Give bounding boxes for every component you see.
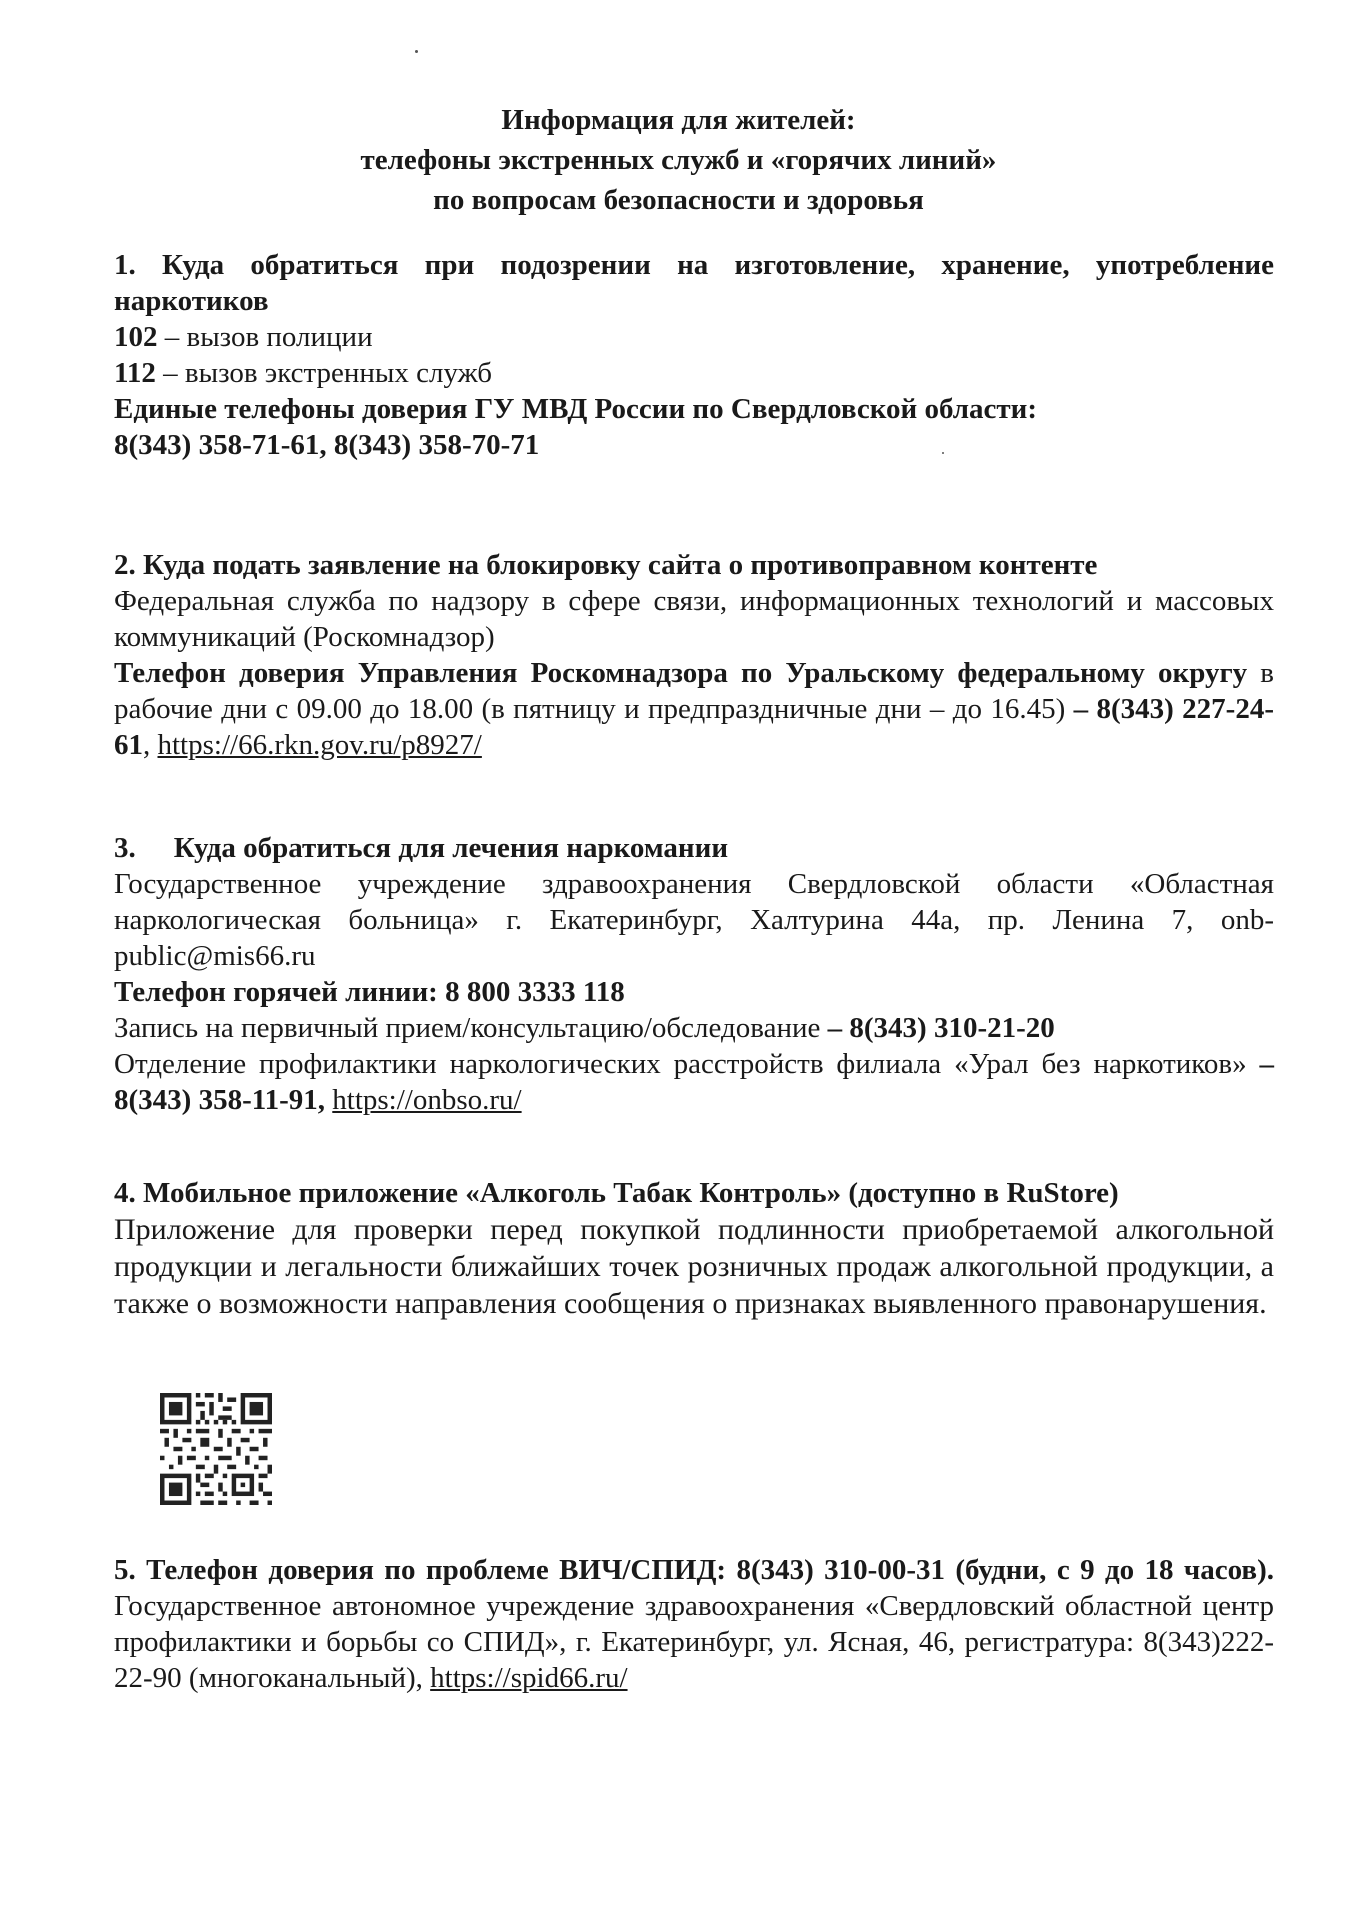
rkn-org: Федеральная служба по надзору в сфере связи, информационных технологий и массовых коммуникаций (Роскомнадзор) [114, 585, 1274, 653]
title-line-2: телефоны экстренных служб и «горячих линий» [360, 144, 997, 176]
app-description: Приложение для проверки перед покупкой подлинности приобретаемой алкогольной продукции и легальности ближайших точек розничных продаж алкогольной продукции, а также о возможности направления сообщения о признаках выявленного правонарушения. [114, 1213, 1274, 1320]
section-site-blocking [114, 547, 1274, 763]
section-1-heading: 1. Куда обратиться при подозрении на изготовление, хранение, употребление наркотиков [114, 249, 1274, 317]
hotline-phone: Телефон горячей линии: 8 800 3333 118 [114, 976, 625, 1008]
section-treatment [114, 830, 1274, 1118]
spid-link[interactable]: https://spid66.ru/ [430, 1662, 628, 1694]
appointment-line: Запись на первичный прием/консультацию/обследование – 8(343) 310-21-20 [114, 1012, 1055, 1044]
section-hiv [114, 1552, 1274, 1696]
title-line-3: по вопросам безопасности и здоровья [433, 184, 924, 216]
scan-speck [415, 50, 418, 53]
hiv-paragraph: 5. Телефон доверия по проблеме ВИЧ/СПИД: 8(343) 310-00-31 (будни, с 9 до 18 часов). Государственное автономное учреждение здравоохранения «Свердловский областной центр профилактики и борьбы со СПИД», г. Екатеринбург, ул. Ясная, 46, регистратура: 8(343)222-22-90 (многоканальный), https://spid66.ru/ [114, 1554, 1274, 1694]
mvd-trust-phones: 8(343) 358-71-61, 8(343) 358-70-71 [114, 429, 540, 461]
onbso-link[interactable]: https://onbso.ru/ [332, 1084, 522, 1116]
hospital-org: Государственное учреждение здравоохранения Свердловской области «Областная наркологическая больница» г. Екатеринбург, Халтурина 44а, пр. Ленина 7, onb-public@mis66.ru [114, 868, 1274, 972]
mvd-trust-title: Единые телефоны доверия ГУ МВД России по Свердловской области: [114, 393, 1038, 425]
section-4-heading: 4. Мобильное приложение «Алкоголь Табак Контроль» (доступно в RuStore) [114, 1177, 1119, 1209]
title-line-1: Информация для жителей: [501, 104, 856, 136]
section-3-heading: 3. Куда обратиться для лечения наркомании [114, 832, 729, 864]
section-mobile-app [114, 1175, 1274, 1322]
rkn-link[interactable]: https://66.rkn.gov.ru/p8927/ [157, 729, 482, 761]
section-5-heading: 5. Телефон доверия по проблеме ВИЧ/СПИД: 8(343) 310-00-31 (будни, с 9 до 18 часов). [114, 1554, 1274, 1586]
prevention-dept: Отделение профилактики наркологических расстройств филиала «Урал без наркотиков» – 8(343) 358-11-91, https://onbso.ru/ [114, 1048, 1274, 1116]
qr-code-icon[interactable] [160, 1393, 272, 1505]
document-title [0, 100, 1357, 220]
police-line: 102 – вызов полиции [114, 321, 373, 353]
emergency-line: 112 – вызов экстренных служб [114, 357, 493, 389]
section-drugs-report [114, 247, 1274, 463]
rkn-contact: Телефон доверия Управления Роскомнадзора по Уральскому федеральному округу в рабочие дни с 09.00 до 18.00 (в пятницу и предпраздничные дни – до 16.45) – 8(343) 227-24-61, https://66.rkn.gov.ru/p8927/ [114, 657, 1274, 761]
section-2-heading: 2. Куда подать заявление на блокировку сайта о противоправном контенте [114, 549, 1098, 581]
